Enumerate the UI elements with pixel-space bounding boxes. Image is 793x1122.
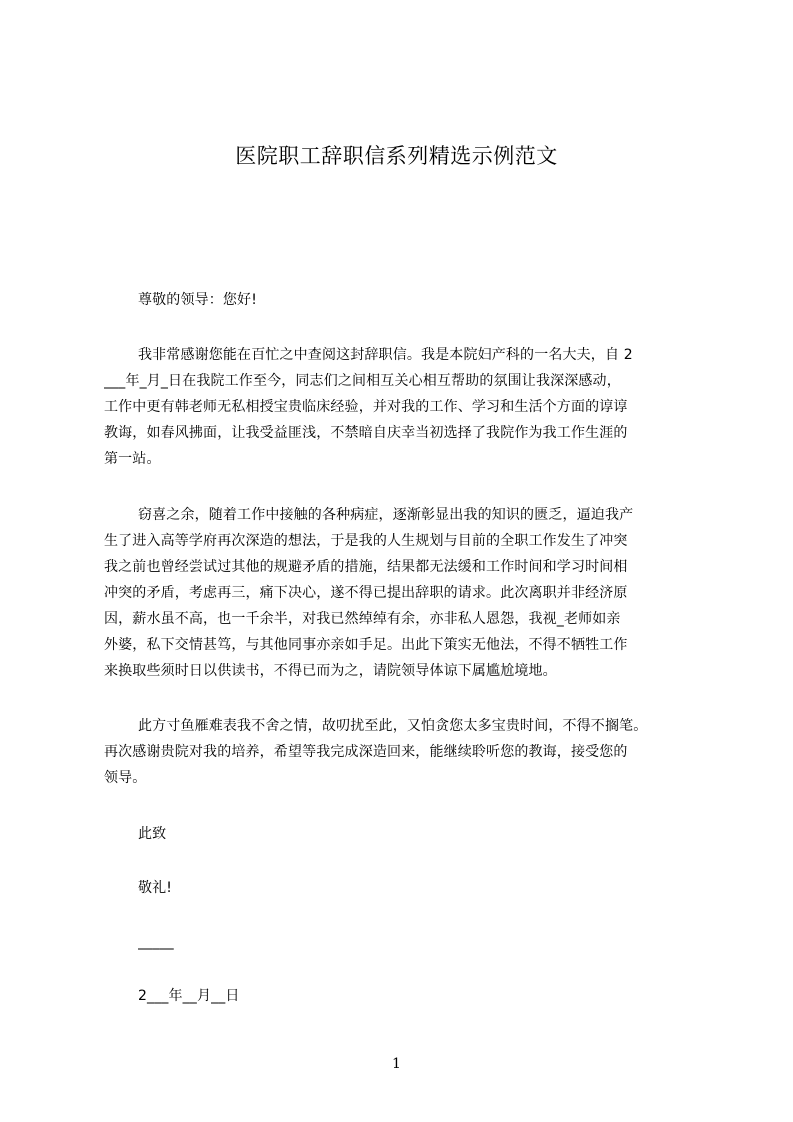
document-title: 医院职工辞职信系列精选示例范文 [235,144,558,168]
date-line: 2___年__月__日 [138,988,240,1004]
paragraph-3-line-1: 此方寸鱼雁难表我不舍之情，故叨扰至此，又怕贪您太多宝贵时间，不得不搁笔。 [138,718,648,734]
salutation: 尊敬的领导：您好! [138,292,257,308]
paragraph-1-line-5: 第一站。 [104,451,161,467]
paragraph-3-line-2: 再次感谢贵院对我的培养，希望等我完成深造回来，能继续聆听您的教诲，接受您的 [104,744,628,760]
paragraph-1-line-2: ___年_月_日在我院工作至今，同志们之间相互关心相互帮助的氛围让我深深感动， [104,373,621,389]
paragraph-2-line-4: 冲突的矛盾，考虑再三，痛下决心，遂不得已提出辞职的请求。此次离职并非经济原 [104,585,628,601]
closing-salute: 敬礼! [138,880,173,896]
paragraph-3-line-3: 领导。 [104,770,147,786]
page-number: 1 [392,1056,401,1072]
paragraph-2-line-7: 来换取些须时日以供读书，不得已而为之，请院领导体谅下属尴尬境地。 [104,663,557,679]
paragraph-2-line-3: 我之前也曾经尝试过其他的规避矛盾的措施，结果都无法缓和工作时间和学习时间相 [104,559,628,575]
paragraph-2-line-6: 外婆，私下交情甚笃，与其他同事亦亲如手足。出此下策实无他法，不得不牺牲工作 [104,637,628,653]
signature-blank: _____ [138,934,174,950]
paragraph-1-line-3: 工作中更有韩老师无私相授宝贵临床经验，并对我的工作、学习和生活个方面的谆谆 [104,399,628,415]
paragraph-2-line-5: 因，薪水虽不高，也一千余半，对我已然绰绰有余，亦非私人恩怨，我视_老师如亲 [104,611,621,627]
paragraph-1-line-4: 教诲，如春风拂面，让我受益匪浅，不禁暗自庆幸当初选择了我院作为我工作生涯的 [104,425,628,441]
paragraph-2-line-2: 生了进入高等学府再次深造的想法，于是我的人生规划与目前的全职工作发生了冲突 [104,533,628,549]
paragraph-1-line-1: 我非常感谢您能在百忙之中查阅这封辞职信。我是本院妇产科的一名大夫，自 2 [138,347,633,363]
closing-phrase: 此致 [138,826,167,842]
paragraph-2-line-1: 窃喜之余，随着工作中接触的各种病症，逐渐彰显出我的知识的匮乏，逼迫我产 [138,507,634,523]
